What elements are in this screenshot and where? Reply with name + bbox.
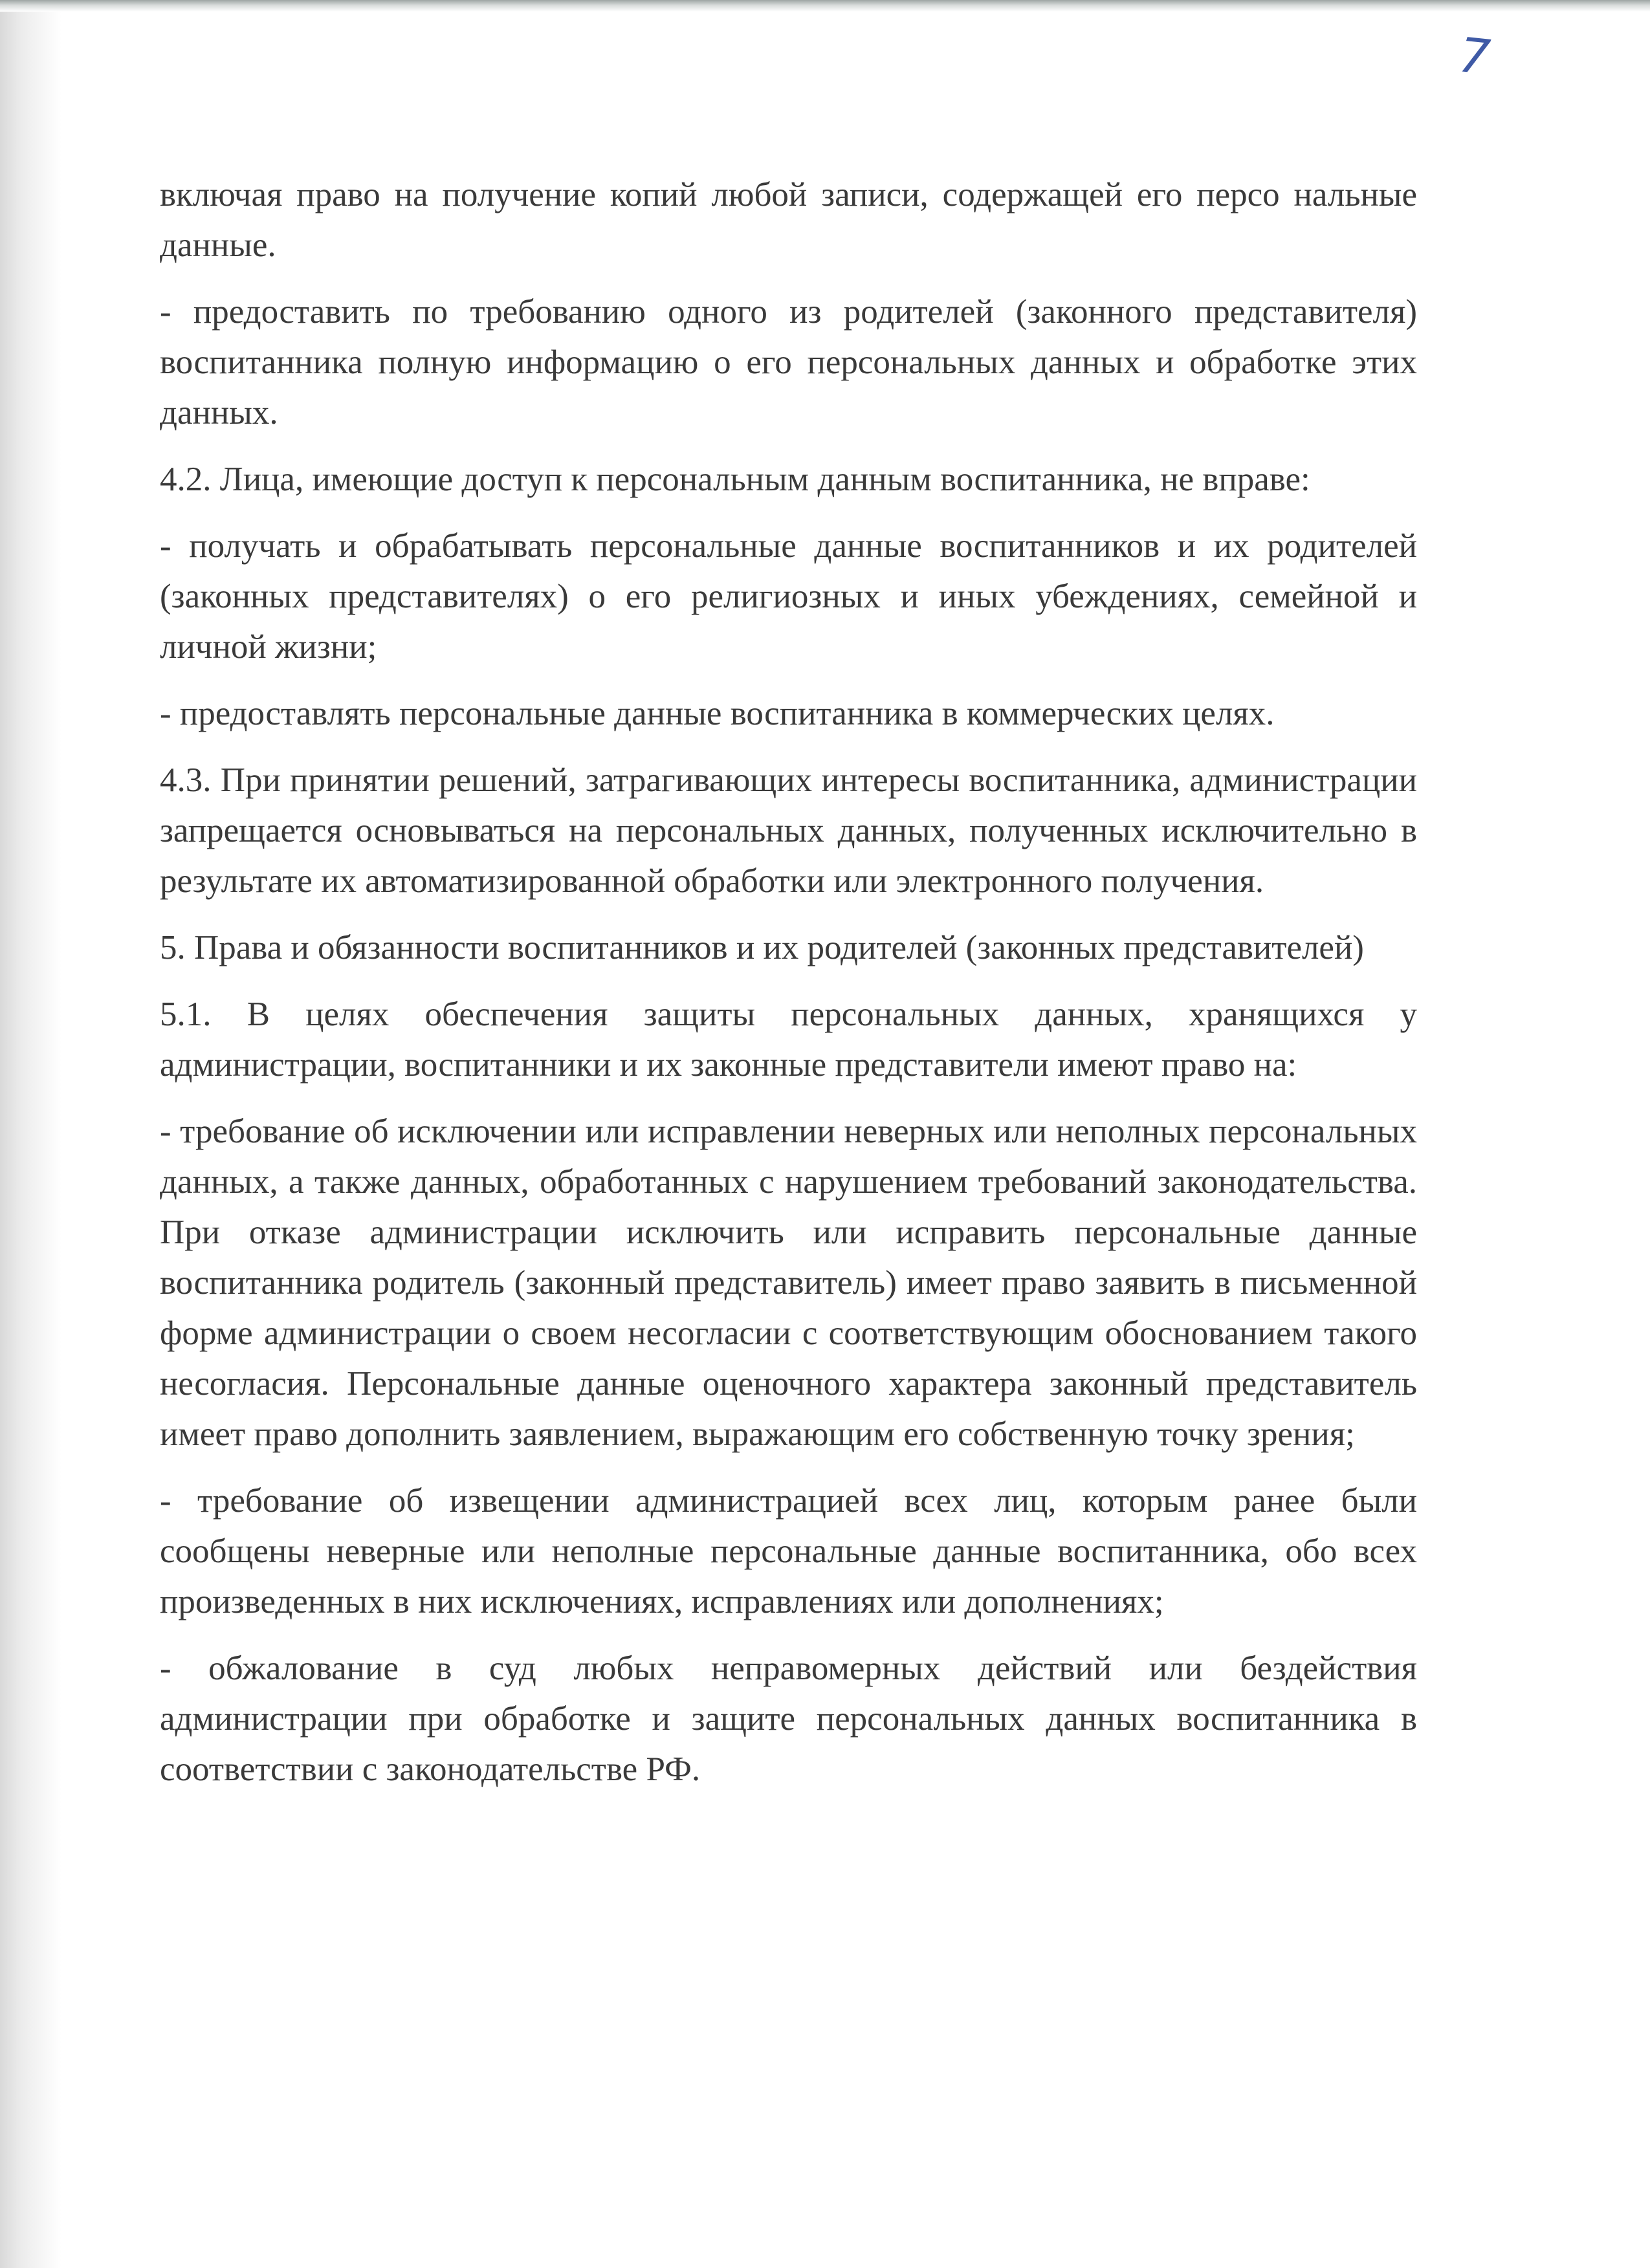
document-body [160,169,1417,1811]
paragraph-correction-request: - требование об исключении или исправлении неверных или неполных персональных данных, а также данных, обработанных с нарушением требований законодательства. При отказе администрации исключить или исправить персональные данные воспитанника родитель (законный представитель) имеет право заявить в письменной форме администрации о своем несогласии с соответствующим обоснованием такого несогласия. Персональные данные оценочного характера законный представитель имеет право дополнить заявлением, выражающим его собственную точку зрения; [160,1113,1417,1453]
section-5-1: 5.1. В целях обеспечения защиты персональных данных, хранящихся у администрации, воспитанники и их законные представители имеют право на: [160,996,1417,1084]
handwritten-page-number: 7 [1456,27,1493,86]
paragraph-prohibit-commercial: - предоставлять персональные данные воспитанника в коммерческих целях. [160,695,1275,732]
scan-edge-shadow [0,0,61,2268]
section-4-3: 4.3. При принятии решений, затрагивающих интересы воспитанника, администрации запрещается основываться на персональных данных, полученных исключительно в результате их автоматизированной обработки или электронного получения. [160,761,1417,900]
paragraph-provide-information: - предоставить по требованию одного из родителей (законного представителя) воспитанника полную информацию о его персональных данных и обработке этих данных. [160,293,1417,431]
section-4-2-heading: 4.2. Лица, имеющие доступ к персональным данным воспитанника, не вправе: [160,461,1310,498]
section-5-heading: 5. Права и обязанности воспитанников и их родителей (законных представителей) [160,929,1364,966]
scan-top-edge [0,0,1650,12]
paragraph-court-appeal: - обжалование в суд любых неправомерных действий или бездействия администрации при обработке и защите персональных данных воспитанника в соответствии с законодательстве РФ. [160,1650,1417,1788]
paragraph-prohibit-processing: - получать и обрабатывать персональные данные воспитанников и их родителей (законных представителях) о его религиозных и иных убеждениях, семейной и личной жизни; [160,527,1417,666]
paragraph-rights-copies: включая право на получение копий любой записи, содержащей его персо нальные данные. [160,176,1417,264]
paragraph-notification-request: - требование об извещении администрацией всех лиц, которым ранее были сообщены неверные или неполные персональные данные воспитанника, обо всех произведенных в них исключениях, исправлениях или дополнениях; [160,1482,1417,1620]
